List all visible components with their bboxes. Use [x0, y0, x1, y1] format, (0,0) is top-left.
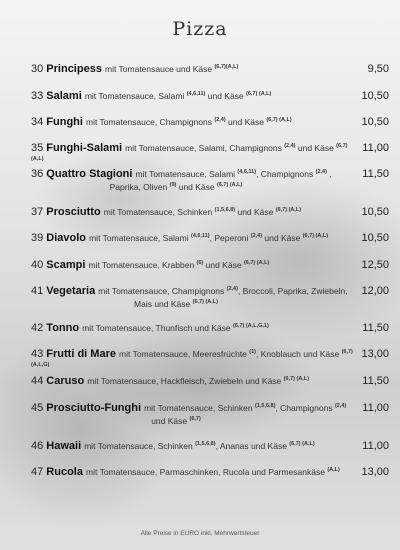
- item-description: mit Tomatensauce, Champignons: [86, 117, 215, 127]
- item-price: 13,00: [361, 466, 389, 478]
- item-description: , Broccoli, Paprika, Zwiebeln,: [237, 286, 348, 296]
- allergen-code: (A,L): [287, 207, 302, 213]
- item-price: 10,50: [361, 116, 389, 128]
- menu-item: [31, 259, 389, 272]
- item-number: 36: [31, 168, 47, 180]
- menu-item: [31, 206, 389, 219]
- item-number: 34: [31, 116, 47, 128]
- allergen-code: (6,7): [283, 376, 295, 382]
- menu-item: [31, 232, 389, 245]
- item-price: 9,50: [367, 63, 389, 75]
- menu-item: [31, 440, 389, 453]
- item-number: 44: [31, 375, 47, 387]
- item-number: 33: [31, 90, 47, 102]
- item-name: Funghi-Salami: [46, 142, 126, 154]
- item-description: und Käse: [225, 117, 267, 127]
- item-description: und Käse: [176, 182, 217, 192]
- allergen-code: (4,6,11): [190, 233, 210, 239]
- item-description: mit Tomatensauce, Meeresfrüchte: [119, 349, 250, 359]
- item-number: 35: [31, 142, 47, 154]
- item-price: 13,00: [361, 348, 389, 360]
- allergen-code: (2,4): [315, 169, 327, 175]
- allergen-code: (A,L): [277, 117, 292, 123]
- allergen-code: (6,7): [217, 182, 229, 188]
- item-number: 37: [31, 206, 47, 218]
- allergen-code: (A,L): [255, 260, 270, 266]
- item-name: Scampi: [46, 259, 89, 271]
- item-description: und Käse: [203, 260, 244, 270]
- allergen-code: (6,7): [289, 441, 301, 447]
- allergen-code: (1,5,6,8): [214, 207, 236, 213]
- allergen-code: (A,L): [203, 299, 218, 305]
- item-description: mit Tomatensauce, Salami: [135, 169, 238, 179]
- item-description: , Champignons: [275, 403, 335, 413]
- menu-item: [31, 142, 389, 168]
- item-number: 42: [31, 322, 47, 334]
- allergen-code: (6,7): [266, 117, 278, 123]
- menu-item: [31, 348, 389, 374]
- menu-item: [31, 402, 389, 428]
- item-description: mit Tomatensauce, Parmaschinken, Rucola und Parmesankäse: [86, 467, 328, 477]
- item-name: Prosciutto-Funghi: [46, 402, 145, 414]
- item-price: 11,00: [362, 402, 389, 414]
- item-price: 11,00: [362, 440, 389, 452]
- footer-note: Alle Preise in EURO inkl. Mehrwertsteuer: [140, 530, 260, 537]
- allergen-code: (9): [169, 182, 177, 188]
- allergen-code: (6,7): [275, 207, 288, 213]
- item-description: , Peperoni: [209, 233, 251, 243]
- menu-item: [31, 116, 389, 129]
- allergen-code: (A,L): [314, 233, 329, 239]
- menu-item: [31, 63, 389, 76]
- allergen-code: (A,L,G): [31, 362, 50, 368]
- allergen-code: (2,4): [214, 117, 226, 123]
- item-description: mit Tomatensauce, Thunfisch und Käse: [82, 323, 234, 333]
- item-name: Quattro Stagioni: [46, 168, 136, 180]
- item-description: , Ananas und Käse: [215, 441, 290, 451]
- item-description: und Käse: [151, 416, 190, 426]
- item-name: Principess: [46, 63, 105, 75]
- item-name: Hawaii: [46, 440, 85, 452]
- menu-item: [31, 322, 389, 335]
- item-name: Vegetaria: [46, 285, 99, 297]
- item-name: Prosciutto: [46, 206, 104, 218]
- item-name: Salami: [46, 90, 85, 102]
- item-price: 12,00: [361, 285, 389, 297]
- item-description-continued: [31, 298, 361, 311]
- menu-item: [31, 168, 389, 194]
- allergen-code: (6,7): [246, 91, 258, 97]
- item-description-continued: [31, 415, 361, 428]
- item-price: 11,50: [362, 168, 389, 180]
- item-name: Diavolo: [46, 232, 90, 244]
- item-description: Paprika, Oliven: [109, 182, 170, 192]
- allergen-code: (A,L): [300, 441, 315, 447]
- item-description: und Käse: [235, 207, 276, 217]
- item-price: 11,50: [362, 322, 389, 334]
- page-title: Pizza: [172, 18, 228, 40]
- menu-item: [31, 90, 389, 103]
- item-price: 10,50: [361, 206, 389, 218]
- item-description: ,: [326, 169, 332, 179]
- allergen-code: (6,7): [189, 416, 201, 422]
- allergen-code: (A,L,G,1): [244, 323, 269, 329]
- item-description: mit Tomatensauce, Champignons: [98, 286, 227, 296]
- menu-item: [31, 466, 389, 479]
- menu-item: [31, 285, 389, 311]
- item-price: 12,50: [361, 259, 389, 271]
- allergen-code: (6,7)(A,L): [214, 64, 239, 70]
- item-description: mit Tomatensauce, Salami, Champignons: [125, 143, 285, 153]
- item-number: 39: [31, 232, 47, 244]
- allergen-code: (2,4): [334, 403, 347, 409]
- allergen-code: (6,7): [233, 323, 245, 329]
- allergen-code: (4,6,11): [186, 91, 206, 97]
- item-price: 11,00: [362, 142, 389, 154]
- item-number: 30: [31, 63, 47, 75]
- allergen-code: (2,4): [226, 286, 238, 292]
- allergen-code: (A,L): [294, 376, 310, 382]
- allergen-code: (6,7): [302, 233, 315, 239]
- item-name: Frutti di Mare: [46, 348, 120, 360]
- item-description: mit Tomatensauce, Salami: [84, 91, 187, 101]
- allergen-code: (A,L): [31, 156, 44, 162]
- item-description: , Knoblauch und Käse: [256, 349, 342, 359]
- allergen-code: (6,7): [243, 260, 256, 266]
- allergen-code: (1): [249, 349, 257, 355]
- item-description: , Champignons: [256, 169, 316, 179]
- item-name: Tonno: [46, 322, 83, 334]
- item-description: Mais und Käse: [134, 299, 193, 309]
- item-description-continued: [31, 181, 361, 194]
- allergen-code: (6): [196, 260, 204, 266]
- menu-item: [31, 375, 389, 388]
- item-name: Caruso: [46, 375, 88, 387]
- item-description: mit Tomatensauce, Krabben: [88, 260, 197, 270]
- item-number: 43: [31, 348, 47, 360]
- allergen-code: (6,7): [192, 299, 204, 305]
- item-description: mit Tomatensauce, Salami: [89, 233, 191, 243]
- allergen-code: (A,L): [327, 467, 340, 473]
- allergen-code: (1,5,6,8): [254, 403, 276, 409]
- allergen-code: (2,4): [284, 143, 296, 149]
- item-number: 45: [31, 402, 47, 414]
- allergen-code: (A,L): [257, 91, 272, 97]
- allergen-code: (6,7): [336, 143, 348, 149]
- item-description: und Käse: [262, 233, 303, 243]
- item-description: mit Tomatensauce und Käse: [105, 64, 215, 74]
- item-number: 47: [31, 466, 47, 478]
- item-description: mit Tomatensauce, Hackfleisch, Zwiebeln und Käse: [87, 376, 284, 386]
- item-price: 11,50: [362, 375, 389, 387]
- item-number: 40: [31, 259, 47, 271]
- item-number: 41: [31, 285, 47, 297]
- item-description: mit Tomatensauce, Schinken: [84, 441, 196, 451]
- item-description: mit Tomatensauce, Schinken: [103, 207, 215, 217]
- allergen-code: (2,4): [250, 233, 263, 239]
- item-name: Rucola: [46, 466, 87, 478]
- item-description: und Käse: [205, 91, 247, 101]
- item-price: 10,50: [361, 90, 389, 102]
- allergen-code: (6,7): [341, 349, 353, 355]
- allergen-code: (A,L): [228, 182, 243, 188]
- allergen-code: (4,6,11): [237, 169, 257, 175]
- allergen-code: (1,5,6,8): [195, 441, 216, 447]
- item-description: mit Tomatensauce, Schinken: [144, 403, 255, 413]
- item-number: 46: [31, 440, 47, 452]
- item-description: und Käse: [295, 143, 337, 153]
- item-price: 10,50: [361, 232, 389, 244]
- item-name: Funghi: [46, 116, 87, 128]
